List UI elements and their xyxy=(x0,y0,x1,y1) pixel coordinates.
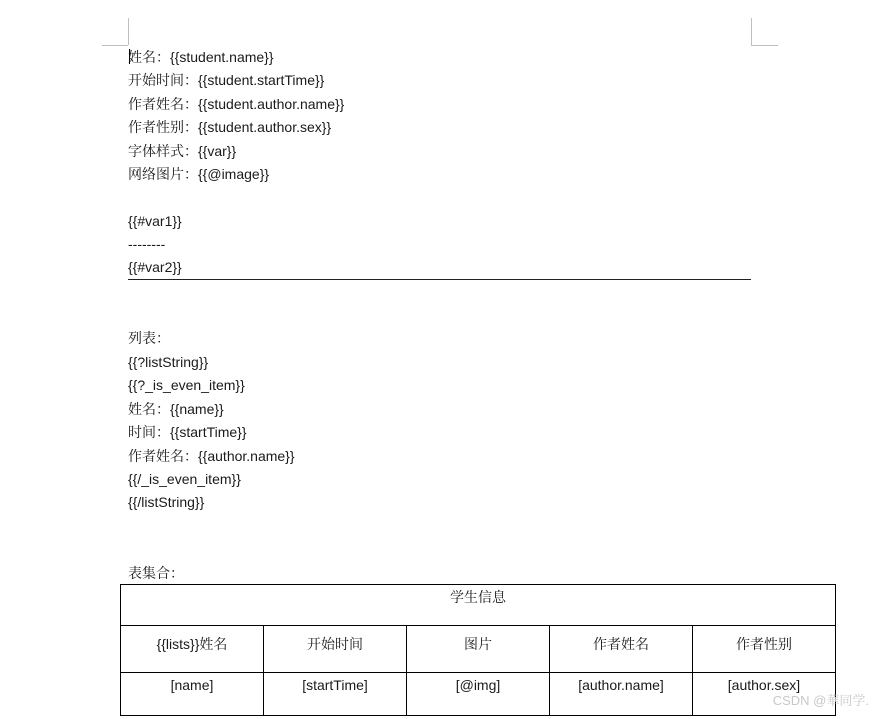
table-header-row xyxy=(121,626,836,673)
page-corner-mark-top-left xyxy=(102,45,128,46)
doc-line[interactable]: 字体样式：{{var}} xyxy=(128,143,237,159)
table-header-cell[interactable]: 作者姓名 xyxy=(550,626,693,673)
horizontal-rule xyxy=(128,279,751,280)
doc-line[interactable]: 作者姓名：{{student.author.name}} xyxy=(128,96,345,112)
doc-line[interactable]: 姓名：{{student.name}} xyxy=(128,49,274,65)
table-header-cell[interactable]: 开始时间 xyxy=(264,626,407,673)
doc-line[interactable]: {{?_is_even_item}} xyxy=(128,377,245,393)
doc-line[interactable]: 表集合： xyxy=(128,565,184,581)
doc-line[interactable]: -------- xyxy=(128,236,166,252)
doc-line[interactable]: 时间：{{startTime}} xyxy=(128,424,247,440)
doc-line[interactable]: {{?listString}} xyxy=(128,354,209,370)
doc-line[interactable]: 开始时间：{{student.startTime}} xyxy=(128,72,325,88)
table-title-cell[interactable]: 学生信息 xyxy=(121,585,836,626)
table-cell[interactable]: [author.name] xyxy=(550,673,693,716)
page-corner-mark-top-right xyxy=(751,18,752,45)
doc-line[interactable]: 列表： xyxy=(128,330,170,346)
doc-line[interactable]: {{/listString}} xyxy=(128,494,205,510)
doc-line[interactable]: 作者性别：{{student.author.sex}} xyxy=(128,119,332,135)
page-corner-mark-top-right xyxy=(751,45,778,46)
doc-line[interactable]: {{/_is_even_item}} xyxy=(128,471,241,487)
table-cell[interactable]: [name] xyxy=(121,673,264,716)
table-header-cell[interactable]: 作者性别 xyxy=(693,626,836,673)
table-cell[interactable]: [@img] xyxy=(407,673,550,716)
table-cell[interactable]: [startTime] xyxy=(264,673,407,716)
watermark: CSDN @華同学. xyxy=(772,693,869,708)
doc-line[interactable]: 姓名：{{name}} xyxy=(128,401,224,417)
table-header-cell[interactable]: 图片 xyxy=(407,626,550,673)
doc-line[interactable]: {{#var1}} xyxy=(128,213,182,229)
page-corner-mark-top-left xyxy=(128,18,129,45)
table-row xyxy=(121,673,836,716)
table-cell[interactable]: [author.sex] xyxy=(693,673,836,716)
student-info-table[interactable] xyxy=(120,584,836,716)
doc-line[interactable]: 作者姓名：{{author.name}} xyxy=(128,448,295,464)
doc-line[interactable]: 网络图片：{{@image}} xyxy=(128,166,270,182)
table-header-cell[interactable]: {{lists}}姓名 xyxy=(121,626,264,673)
doc-line[interactable]: {{#var2}} xyxy=(128,259,182,275)
